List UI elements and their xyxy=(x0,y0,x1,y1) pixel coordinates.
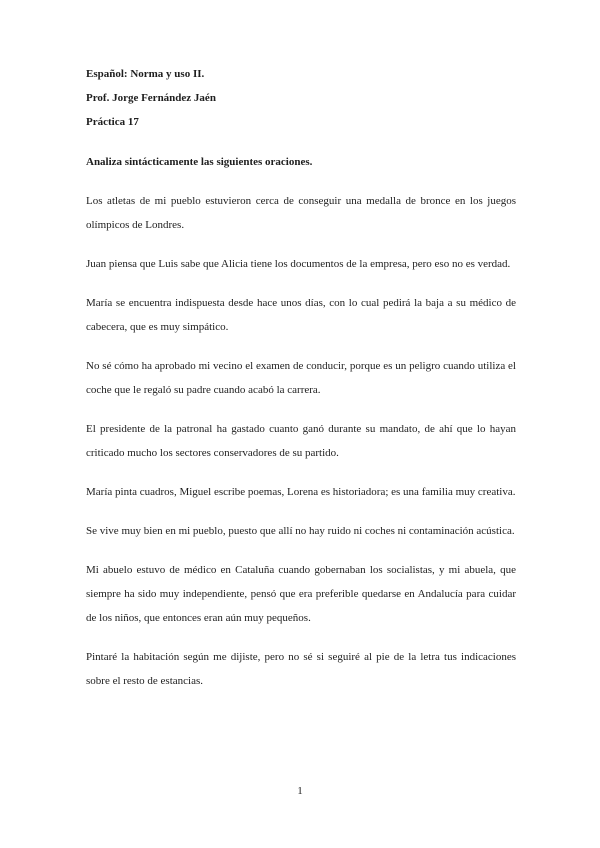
document-content xyxy=(86,62,516,693)
sentence-paragraph: María se encuentra indispuesta desde hace unos días, con lo cual pedirá la baja a su médico de cabecera, que es muy simpático. xyxy=(86,297,516,333)
sentence-paragraph: Juan piensa que Luis sabe que Alicia tiene los documentos de la empresa, pero eso no es verdad. xyxy=(86,258,511,270)
sentence-paragraph: El presidente de la patronal ha gastado cuanto ganó durante su mandato, de ahí que lo hayan criticado mucho los sectores conservadores de su partido. xyxy=(86,423,516,459)
sentence-paragraph: Los atletas de mi pueblo estuvieron cerca de conseguir una medalla de bronce en los juegos olímpicos de Londres. xyxy=(86,195,516,231)
exercise-instruction: Analiza sintácticamente las siguientes oraciones. xyxy=(86,156,313,168)
sentence-paragraph: María pinta cuadros, Miguel escribe poemas, Lorena es historiadora; es una familia muy creativa. xyxy=(86,486,516,498)
sentence-paragraph: Mi abuelo estuvo de médico en Cataluña cuando gobernaban los socialistas, y mi abuela, que siempre ha sido muy independiente, pensó que era preferible quedarse en Andalucía para cuidar de los niños, que entonces eran aún muy pequeños. xyxy=(86,564,516,624)
sentence-paragraph: Se vive muy bien en mi pueblo, puesto que allí no hay ruido ni coches ni contaminación acústica. xyxy=(86,525,515,537)
sentence-paragraph: No sé cómo ha aprobado mi vecino el examen de conducir, porque es un peligro cuando utiliza el coche que le regaló su padre cuando acabó la carrera. xyxy=(86,360,516,396)
professor-name: Prof. Jorge Fernández Jaén xyxy=(86,92,216,104)
page-number: 1 xyxy=(297,785,303,797)
course-title: Español: Norma y uso II. xyxy=(86,68,205,80)
practice-number: Práctica 17 xyxy=(86,116,139,128)
sentence-paragraph: Pintaré la habitación según me dijiste, pero no sé si seguiré al pie de la letra tus indicaciones sobre el resto de estancias. xyxy=(86,651,516,687)
